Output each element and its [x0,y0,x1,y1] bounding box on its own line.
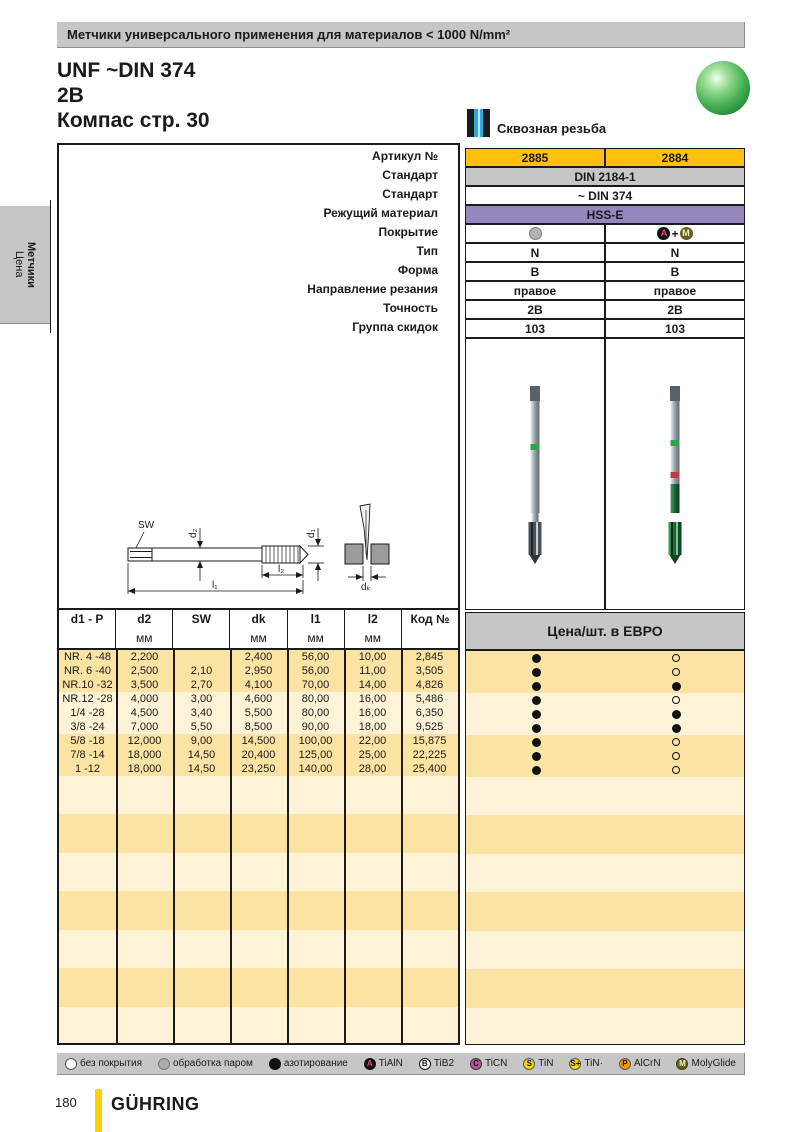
legend-item [470,1058,507,1070]
page-number: 180 [55,1095,77,1110]
unit-cell: мм [116,628,173,648]
table-row [59,692,458,706]
table-cell: 3,500 [130,679,159,691]
spec-row-label: Точность [383,301,438,315]
dim-label-l1: l₁ [212,580,218,591]
coating-cell [465,224,605,243]
table-cell: 4,100 [244,679,273,691]
sidebar-tab-label-2: Цена [13,251,25,278]
dimension-table-header [57,608,460,630]
dim-label-dk: dₖ [361,582,371,593]
through-thread-icon [467,109,490,137]
table-cell: 5,500 [244,707,273,719]
coating-cell [605,224,745,243]
price-dot-filled-icon [532,654,541,663]
table-cell: 2,400 [244,651,273,663]
table-cell: 5/8 -18 [70,735,105,747]
title-line-2: 2B [57,84,84,107]
badge-m-icon: M [676,1058,688,1070]
legend-label: азотирование [283,1058,348,1069]
table-cell: 56,00 [301,665,330,677]
column-header: l1 [288,610,345,628]
table-cell: 25,00 [358,749,387,761]
price-dot-filled-icon [532,682,541,691]
table-row [59,678,458,692]
table-cell: 15,875 [412,735,447,747]
price-dot-filled-icon [532,696,541,705]
table-cell: 14,00 [358,679,387,691]
table-cell: 56,00 [301,651,330,663]
brand-yellow-bar [95,1089,102,1132]
table-cell: 1/4 -28 [70,707,105,719]
table-row [59,734,458,748]
unit-cell [173,628,230,648]
table-cell: 3,40 [190,707,213,719]
legend-label: AlCrN [633,1058,661,1069]
page-header-bar: Метчики универсального применения для материалов < 1000 N/mm² [57,22,745,48]
price-dot-filled-icon [532,766,541,775]
price-dot-open-icon [672,766,680,774]
price-dot-filled-icon [532,752,541,761]
table-cell: 70,00 [301,679,330,691]
table-cell: 9,00 [190,735,213,747]
table-cell: 3,505 [415,665,444,677]
unit-cell [402,628,458,648]
legend-item [158,1058,253,1070]
price-dot-filled-icon [532,668,541,677]
legend-label: TiCN [484,1058,508,1069]
table-cell: 14,50 [187,749,216,761]
legend-label: TiB2 [433,1058,455,1069]
table-cell: 2,845 [415,651,444,663]
dimension-table-units [57,628,460,650]
steam-circle-icon [158,1058,170,1070]
badge-a-icon: A [364,1058,376,1070]
type-cell: N [605,243,745,262]
price-dot-filled-icon [672,710,681,719]
brand-logo: GÜHRING [111,1093,200,1114]
table-cell: 28,00 [358,763,387,775]
article-number-cell: 2885 [465,148,605,167]
unit-cell: мм [345,628,402,648]
through-thread-label: Сквозная резьба [497,121,607,136]
table-cell: 22,00 [358,735,387,747]
table-row [59,664,458,678]
title-line-1: UNF ~DIN 374 [57,59,196,82]
column-header: Код № [410,612,450,626]
type-cell: N [465,243,605,262]
form-cell: B [465,262,605,281]
price-dot-filled-icon [532,738,541,747]
legend-label: TiAlN [378,1058,403,1069]
table-cell: 100,00 [298,735,333,747]
spec-row-label: Режущий материал [323,206,438,220]
uncoated-circle-icon [65,1058,77,1070]
badge-b-icon: B [419,1058,431,1070]
table-cell: 125,00 [298,749,333,761]
spec-row-label: Артикул № [372,149,438,163]
table-cell: 10,00 [358,651,387,663]
discount-group-cell: 103 [465,319,605,338]
table-cell: 25,400 [412,763,447,775]
column-header: SW [173,610,230,628]
table-cell [173,650,230,664]
table-cell: 4,500 [130,707,159,719]
price-dot-open-icon [672,752,680,760]
spec-row-label: Покрытие [378,225,438,239]
table-cell: 7/8 -14 [70,749,105,761]
legend-label: TiN [538,1058,554,1069]
unit-cell: мм [230,628,287,648]
column-header: l2 [345,610,402,628]
legend-item [523,1058,553,1070]
table-cell: 16,00 [358,707,387,719]
table-row [59,706,458,720]
standard-cell: ~ DIN 374 [465,186,745,205]
price-dot-filled-icon [532,710,541,719]
legend-item [269,1058,348,1070]
unit-cell: мм [288,628,345,648]
price-header: Цена/шт. в ЕВРО [465,612,745,650]
table-cell: 20,400 [241,749,276,761]
price-dot-open-icon [672,668,680,676]
price-dots-2884 [606,651,746,777]
table-cell: 2,10 [190,665,213,677]
badge-m-icon: M [680,227,693,240]
spec-row-label: Группа скидок [352,320,438,334]
legend-label: TiN· [584,1058,603,1069]
column-header: dk [230,610,287,628]
sidebar-divider [50,200,51,333]
table-cell: NR. 4 -48 [63,651,112,663]
column-header: d2 [116,610,173,628]
table-cell: 18,00 [358,721,387,733]
table-cell: 11,00 [359,665,386,677]
unit-cell [59,628,116,648]
table-cell: 5,486 [415,693,444,705]
table-cell: 2,70 [190,679,213,691]
price-dot-filled-icon [672,724,681,733]
accuracy-cell: 2B [605,300,745,319]
badge-a-icon: A [657,227,670,240]
tap-photo-cell [605,338,745,610]
legend-label: без покрытия [80,1058,143,1069]
table-cell: 8,500 [244,721,273,733]
table-cell: 80,00 [301,693,330,705]
legend-label: MolyGlide [691,1058,736,1069]
table-cell: 4,826 [415,679,444,691]
cut-direction-cell: правое [465,281,605,300]
title-line-3: Компас стр. 30 [57,109,210,132]
price-dot-open-icon [672,654,680,662]
legend-item [419,1058,454,1070]
table-row [59,650,458,664]
tap-photo-2884 [655,374,695,574]
table-cell: 16,00 [358,693,387,705]
table-cell: 90,00 [301,721,330,733]
tap-photo-cell [465,338,605,610]
dimension-drawing [60,486,457,604]
legend-item [569,1058,603,1070]
table-cell: 3,00 [190,693,213,705]
legend-label: обработка паром [172,1058,253,1069]
cut-direction-cell: правое [605,281,745,300]
sidebar-tab-label-1: Метчики [25,241,37,288]
table-cell: 2,950 [244,665,273,677]
table-cell: 4,000 [130,693,159,705]
spec-row-label: Форма [397,263,438,277]
green-sphere-icon [696,61,750,115]
table-cell: 3/8 -24 [70,721,105,733]
coating-legend-bar [57,1053,745,1075]
price-dot-open-icon [672,696,680,704]
badge-s-icon: S [523,1058,535,1070]
legend-item [676,1058,735,1070]
table-cell: NR. 6 -40 [63,665,112,677]
spec-row-label: Направление резания [307,282,438,296]
uncoated-circle-icon [529,227,542,240]
table-cell: 12,000 [127,735,162,747]
table-cell: 9,525 [415,721,444,733]
table-cell: NR.12 -28 [62,693,113,705]
column-header: d1 - P [59,610,116,628]
dimension-table-body [57,650,460,1045]
dim-label-sw: SW [138,520,155,531]
nitride-circle-icon [269,1058,281,1070]
table-cell: 7,000 [130,721,159,733]
page-title [57,58,210,133]
table-cell: 2,200 [130,651,159,663]
dim-label-l2: l₂ [278,564,285,575]
price-dot-filled-icon [532,724,541,733]
table-cell: 4,600 [244,693,273,705]
legend-item [619,1058,661,1070]
table-row [59,720,458,734]
table-cell: 80,00 [301,707,330,719]
price-dots-2885 [466,651,606,777]
spec-row-label: Стандарт [382,168,438,182]
table-cell: 22,225 [412,749,447,761]
article-number-cell: 2884 [605,148,745,167]
table-cell: 140,00 [298,763,333,775]
badge-c-icon: C [470,1058,482,1070]
standard-cell: DIN 2184-1 [465,167,745,186]
form-cell: B [605,262,745,281]
dim-label-d1: d₁ [306,529,317,538]
price-panel [465,650,745,1045]
discount-group-cell: 103 [605,319,745,338]
plus-sign: + [671,226,679,241]
table-cell: 5,50 [190,721,213,733]
table-cell: 23,250 [241,763,276,775]
table-cell: 14,500 [241,735,276,747]
table-cell: 18,000 [127,763,162,775]
table-cell: NR.10 -32 [62,679,113,691]
price-dot-filled-icon [672,682,681,691]
table-row [59,762,458,776]
badge-s-plus-icon: S+ [570,1058,581,1068]
dim-label-d2: d₂ [188,528,199,538]
table-cell: 6,350 [415,707,444,719]
badge-p-icon: P [619,1058,631,1070]
cutting-material-cell: HSS-E [465,205,745,224]
spec-row-label: Стандарт [382,187,438,201]
accuracy-cell: 2B [465,300,605,319]
table-cell: 18,000 [127,749,162,761]
table-cell: 14,50 [187,763,216,775]
spec-row-label: Тип [416,244,438,258]
sidebar-tab-taps-price[interactable] [0,206,50,324]
legend-item [65,1058,142,1070]
table-row [59,748,458,762]
tap-photo-2885 [515,374,555,574]
table-cell: 1 -12 [74,763,101,775]
legend-item [364,1058,403,1070]
price-dot-open-icon [672,738,680,746]
table-cell: 2,500 [130,665,159,677]
